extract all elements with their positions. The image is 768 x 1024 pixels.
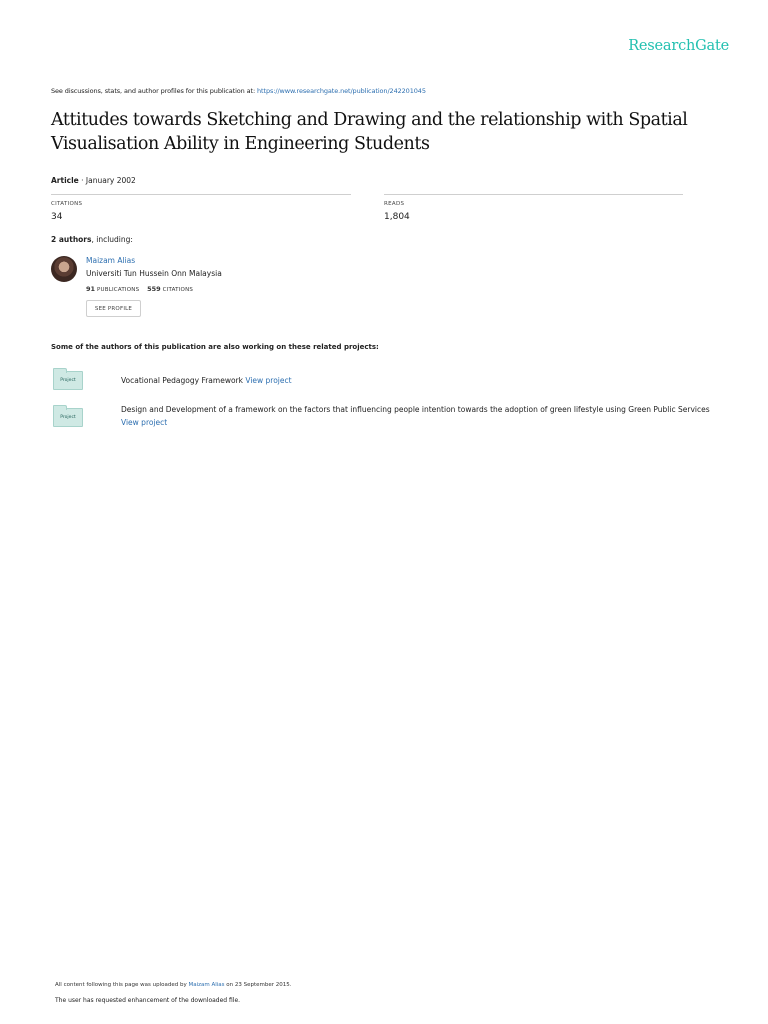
upload-suffix: on 23 September 2015. bbox=[224, 982, 292, 988]
authors-summary bbox=[51, 235, 133, 244]
discussion-notice-text: See discussions, stats, and author profiles for this publication at: bbox=[51, 87, 258, 95]
publication-date: · January 2002 bbox=[78, 176, 136, 185]
publication-meta bbox=[51, 176, 136, 185]
upload-prefix: All content following this page was uploaded by bbox=[55, 982, 189, 988]
project-icon-label: Project bbox=[60, 415, 76, 420]
discussion-notice bbox=[51, 87, 426, 95]
see-profile-button[interactable]: SEE PROFILE bbox=[86, 300, 141, 317]
researchgate-logo[interactable]: ResearchGate bbox=[628, 38, 729, 54]
author-citations-count: 559 bbox=[147, 285, 161, 293]
uploader-link[interactable]: Maizam Alias bbox=[188, 982, 225, 988]
author-stats bbox=[86, 285, 193, 293]
enhancement-notice: The user has requested enhancement of the downloaded file. bbox=[55, 997, 241, 1004]
view-project-link[interactable]: View project bbox=[121, 418, 168, 427]
publication-url-link[interactable]: https://www.researchgate.net/publication/242201045 bbox=[257, 87, 426, 95]
citations-label: CITATIONS bbox=[51, 201, 83, 207]
publication-title: Attitudes towards Sketching and Drawing and the relationship with Spatial Visualisation Ability in Engineering Students bbox=[51, 110, 688, 154]
author-institution: Universiti Tun Hussein Onn Malaysia bbox=[86, 269, 222, 278]
upload-notice bbox=[55, 982, 292, 988]
publication-type: Article bbox=[51, 176, 79, 185]
citations-divider bbox=[51, 194, 351, 195]
related-project-item bbox=[121, 403, 711, 429]
author-citations-label: CITATIONS bbox=[162, 287, 194, 293]
related-project-item bbox=[121, 374, 711, 387]
project-folder-icon bbox=[53, 408, 83, 427]
authors-suffix: , including: bbox=[91, 235, 133, 244]
reads-value: 1,804 bbox=[384, 212, 410, 222]
reads-label: READS bbox=[384, 201, 405, 207]
author-publications-label: PUBLICATIONS bbox=[97, 287, 140, 293]
project-title: Vocational Pedagogy Framework bbox=[121, 376, 246, 385]
avatar[interactable] bbox=[51, 256, 77, 282]
authors-count: 2 authors bbox=[51, 235, 92, 244]
author-publications-count: 91 bbox=[86, 285, 96, 293]
project-icon-label: Project bbox=[60, 378, 76, 383]
reads-divider bbox=[384, 194, 683, 195]
view-project-link[interactable]: View project bbox=[245, 376, 292, 385]
project-folder-icon bbox=[53, 371, 83, 390]
citations-value: 34 bbox=[51, 212, 63, 222]
author-name-link[interactable]: Maizam Alias bbox=[86, 256, 136, 265]
project-title: Design and Development of a framework on the factors that influencing people intention towards the adoption of green lifestyle using Green Public Services bbox=[121, 405, 710, 414]
related-projects-heading: Some of the authors of this publication are also working on these related projects: bbox=[51, 343, 379, 351]
